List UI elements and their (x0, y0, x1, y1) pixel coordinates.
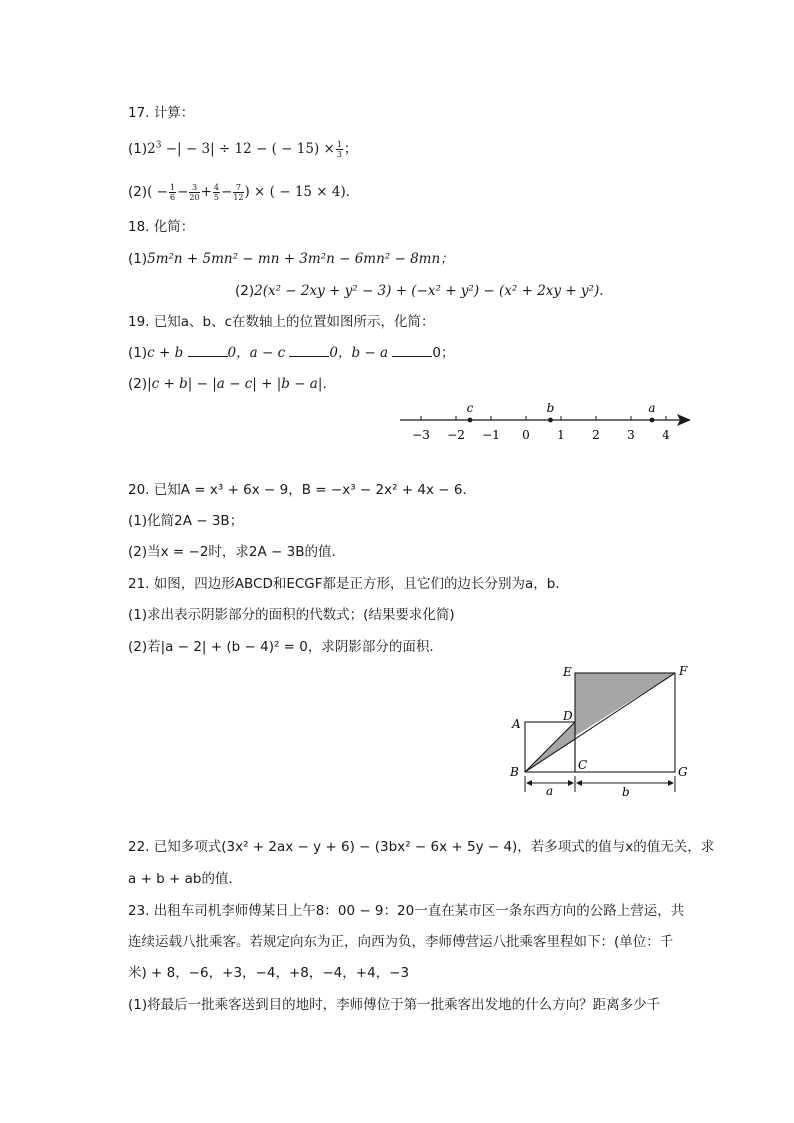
q19-part1-label: (1) (128, 345, 148, 361)
q18-part2 (235, 281, 604, 301)
q19-part1-expr-b: 0，a − c (227, 345, 286, 361)
q19-part1 (128, 343, 455, 363)
q18-title: 18. 化简： (128, 219, 195, 235)
q18-part2-label: (2) (235, 283, 255, 299)
number-line-point-label-b: b (546, 401, 555, 415)
q19-part1-expr-a: c + b (147, 345, 184, 361)
q22-line2: a + b + ab的值． (128, 871, 242, 887)
number-line-point-label-a: a (648, 401, 656, 415)
vertex-label-a: A (512, 717, 521, 731)
q18-part2-expr: 2(x² − 2xy + y² − 3) + (−x² + y²) − (x² + 2xy + y²). (254, 283, 604, 299)
q18-part1-expr: 5m²n + 5mn² − mn + 3m²n − 6mn² − 8mn； (147, 251, 454, 267)
q17-part1 (128, 139, 357, 159)
number-line-tick-label: 2 (592, 428, 600, 442)
dim-arrow-a-right-icon (568, 780, 574, 786)
number-line-point-label-c: c (466, 401, 474, 415)
vertex-label-g: G (678, 765, 688, 779)
dim-arrow-b-right-icon (668, 780, 674, 786)
number-line-tick-label: 0 (522, 428, 530, 442)
squares-figure (500, 658, 700, 808)
q17-part1-expr: $2^3$ −| − 3| ÷ 12 − ( − 15) × $\frac{1}{3}$ (147, 140, 342, 159)
q20-title: 20. 已知A = x³ + 6x − 9，B = −x³ − 2x² + 4x − 6． (128, 482, 476, 498)
number-line-tick-label: 1 (557, 428, 565, 442)
number-line-figure (395, 396, 695, 446)
q18-part1-label: (1) (128, 251, 148, 267)
q20-part1: (1)化简2A − 3B； (128, 513, 244, 529)
q17-part2-tail: ． (345, 184, 360, 200)
number-line-tick-label: 4 (662, 428, 670, 442)
q23-line2: 连续运载八批乘客。若规定向东为正，向西为负，李师傅营运八批乘客里程如下：(单位：千 (128, 934, 674, 950)
q22-line1: 22. 已知多项式(3x² + 2ax − y + 6) − (3bx² − 6x + 5y − 4)，若多项式的值与x的值无关，求 (128, 839, 715, 855)
number-line-point-c (468, 418, 473, 423)
q19-part2-expr: |c + b| − |a − c| + |b − a|． (147, 376, 336, 392)
dim-arrow-a-left-icon (526, 780, 532, 786)
number-line-tick-label: 3 (627, 428, 635, 442)
q21-title: 21. 如图，四边形ABCD和ECGF都是正方形，且它们的边长分别为a，b． (128, 576, 569, 592)
dim-label-b: b (622, 785, 630, 799)
q20-part2: (2)当x = −2时，求2A − 3B的值． (128, 544, 345, 560)
q21-part2: (2)若|a − 2| + (b − 4)² = 0，求阴影部分的面积． (128, 639, 443, 655)
q19-part1-expr-c: 0，b − a (329, 345, 389, 361)
q19-part2 (128, 374, 336, 394)
q17-part1-tail: ； (343, 141, 358, 157)
number-line-tick-label: −2 (447, 428, 465, 442)
vertex-label-f: F (679, 664, 688, 678)
q17-part2-expr: ( − $\frac{1}{6}$ − $\frac{3}{20}$ + $\frac{4}{5}$ − $\frac{7}{12}$ ) × ( − 15 × 4) (147, 183, 346, 202)
q21-part1: (1)求出表示阴影部分的面积的代数式；(结果要求化简) (128, 607, 455, 623)
number-line-point-a (650, 418, 655, 423)
segment-bd (525, 722, 575, 772)
q19-blank-3[interactable] (392, 344, 432, 357)
dim-arrow-b-left-icon (576, 780, 582, 786)
q19-part1-expr-d: 0； (432, 345, 455, 361)
number-line-tick-label: −1 (482, 428, 500, 442)
vertex-label-d: D (563, 709, 573, 723)
vertex-label-e: E (563, 665, 572, 679)
q19-blank-2[interactable] (289, 344, 329, 357)
vertex-label-c: C (578, 758, 588, 772)
q19-title: 19. 已知a、b、c在数轴上的位置如图所示，化简： (128, 314, 435, 330)
q19-part2-label: (2) (128, 376, 148, 392)
q23-line4: (1)将最后一批乘客送到目的地时，李师傅位于第一批乘客出发地的什么方向？距离多少千 (128, 997, 661, 1013)
q17-part2 (128, 182, 359, 202)
dim-label-a: a (546, 784, 554, 798)
number-line-tick-label: −3 (412, 428, 430, 442)
vertex-label-b: B (510, 765, 519, 779)
q18-part1 (128, 249, 454, 269)
q17-part1-label: (1) (128, 141, 148, 157)
q17-title: 17. 计算： (128, 105, 195, 121)
q17-part2-label: (2) (128, 184, 148, 200)
number-line-point-b (548, 418, 553, 423)
q19-blank-1[interactable] (188, 344, 228, 357)
q23-line1: 23. 出租车司机李师傅某日上午8：00 − 9：20一直在某市区一条东西方向的公路上营运，共 (128, 903, 685, 919)
q23-line3: 米) + 8，−6，+3，−4，+8，−4，+4，−3 (128, 965, 410, 981)
